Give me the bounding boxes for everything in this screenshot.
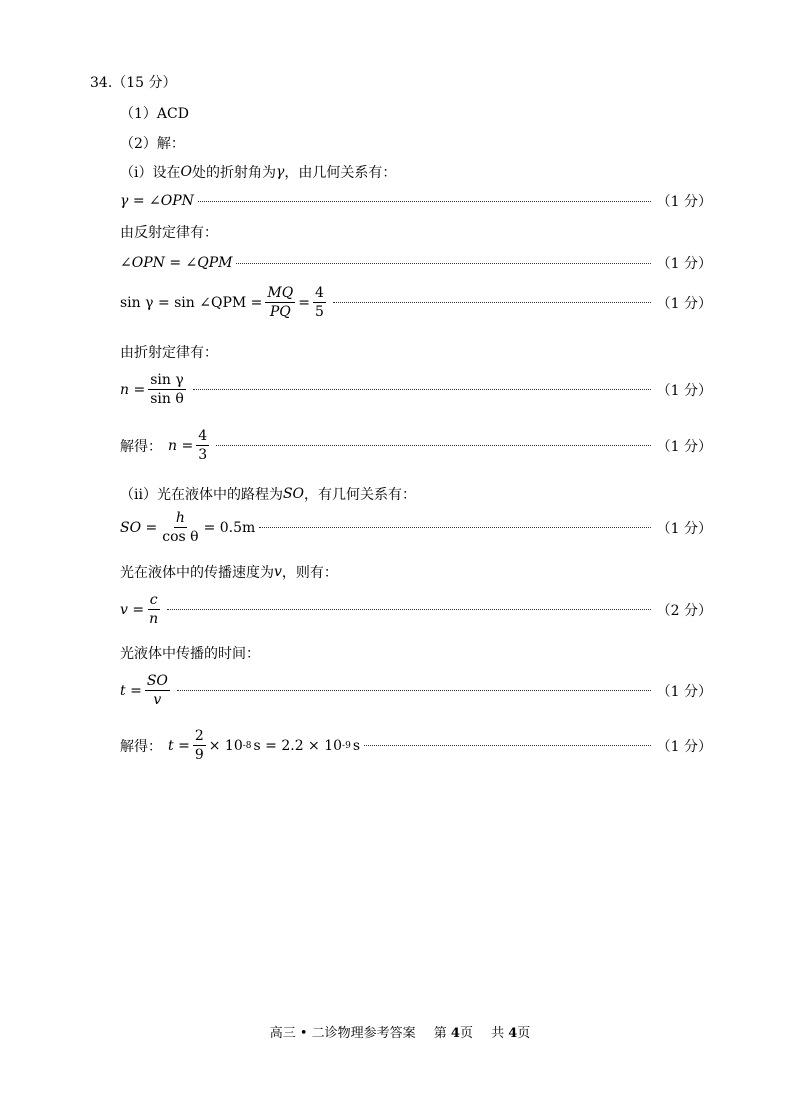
equation-text: ∠OPN = ∠QPM — [120, 255, 233, 271]
leader-dots — [177, 690, 651, 691]
equals: = — [298, 294, 310, 311]
question-header: 34.（15 分） — [90, 75, 177, 91]
denominator: n — [149, 611, 159, 628]
text: （ii）光在液体中的路程为 — [120, 487, 283, 503]
equation-text: SO = — [120, 519, 158, 536]
score: （1 分） — [656, 256, 712, 272]
fraction — [147, 592, 160, 627]
page-number: 4 — [450, 1026, 460, 1041]
text: ，由几何关系有： — [284, 165, 397, 181]
text: 页 — [517, 1026, 531, 1041]
leader-dots — [259, 527, 650, 528]
solve-label: 解得： — [120, 738, 162, 755]
equation-text: n = — [120, 381, 146, 398]
equation-text: v = — [120, 601, 145, 618]
equation-8 — [120, 673, 712, 708]
leader-dots — [333, 302, 651, 303]
footer-title: 高三 • 二诊物理参考答案 — [269, 1026, 416, 1041]
denominator: 3 — [198, 447, 208, 464]
refraction-law-label: 由折射定律有： — [120, 345, 218, 361]
leader-dots — [193, 389, 651, 390]
equation-text: t = — [168, 737, 190, 754]
equation-text: t = — [120, 682, 142, 699]
leader-dots — [216, 445, 651, 446]
score: （2 分） — [656, 602, 712, 619]
fraction — [313, 285, 326, 320]
footer-total — [491, 1026, 530, 1041]
numerator: SO — [145, 673, 170, 691]
equation-7 — [120, 592, 712, 627]
score: （1 分） — [656, 738, 712, 755]
symbol-gamma: γ — [275, 164, 285, 180]
exponent: -9 — [342, 740, 351, 751]
numerator: c — [148, 592, 160, 610]
denominator: cos θ — [162, 529, 199, 546]
leader-dots — [167, 609, 651, 610]
equation-9 — [120, 728, 712, 763]
symbol-v: v — [274, 564, 282, 580]
score: （1 分） — [656, 194, 712, 210]
text: ，有几何关系有： — [304, 487, 417, 503]
sub-ii-intro — [120, 484, 416, 504]
footer-page — [434, 1026, 473, 1041]
exponent: -8 — [242, 740, 252, 751]
part-2-header: （2）解： — [120, 136, 185, 152]
text: 共 — [491, 1026, 509, 1041]
speed-label — [120, 562, 338, 582]
numerator: 2 — [193, 728, 206, 746]
leader-dots — [364, 745, 651, 746]
denominator: sin θ — [150, 391, 184, 408]
equation-text: sin γ = sin ∠QPM = — [120, 294, 263, 311]
symbol-so: SO — [282, 486, 305, 502]
text: 处的折射角为 — [191, 165, 276, 181]
equation-4 — [120, 372, 712, 407]
leader-dots — [198, 201, 651, 202]
total-pages: 4 — [508, 1026, 518, 1041]
denominator: PQ — [269, 304, 291, 321]
sub-i-intro — [120, 162, 396, 182]
numerator: MQ — [265, 285, 295, 303]
equation-text: s = 2.2 × 10 — [253, 737, 343, 754]
page-footer — [0, 1022, 800, 1041]
fraction — [196, 428, 209, 463]
numerator: sin γ — [148, 372, 186, 390]
text: 光在液体中的传播速度为 — [120, 565, 274, 581]
equation-5 — [120, 428, 712, 463]
numerator: 4 — [196, 428, 209, 446]
equation-6 — [120, 510, 712, 545]
leader-dots — [236, 263, 650, 264]
numerator: h — [174, 510, 187, 528]
score: （1 分） — [656, 438, 712, 455]
denominator: 5 — [314, 304, 324, 321]
fraction — [193, 728, 206, 763]
equation-2 — [120, 253, 712, 273]
denominator: 9 — [194, 747, 204, 764]
equation-text: n = — [168, 437, 194, 454]
text: （i）设在 — [120, 165, 181, 181]
fraction — [265, 285, 295, 320]
text: ，则有： — [281, 565, 338, 581]
reflection-law-label: 由反射定律有： — [120, 225, 218, 241]
denominator: v — [153, 692, 162, 709]
solve-label: 解得： — [120, 438, 162, 455]
fraction — [160, 510, 200, 545]
time-label: 光液体中传播的时间： — [120, 646, 260, 662]
equation-text: γ = ∠OPN — [120, 193, 194, 209]
equation-1 — [120, 191, 712, 211]
score: （1 分） — [656, 295, 712, 312]
text: 第 — [433, 1026, 451, 1041]
symbol-o: O — [180, 164, 192, 180]
unit: s — [352, 737, 361, 754]
part-1-answer: （1）ACD — [120, 106, 189, 122]
score: （1 分） — [656, 520, 712, 537]
score: （1 分） — [656, 382, 712, 399]
equation-3 — [120, 285, 712, 320]
numerator: 4 — [313, 285, 326, 303]
text: 页 — [459, 1026, 473, 1041]
fraction — [145, 673, 170, 708]
equation-text: = 0.5m — [203, 519, 256, 536]
equation-text: × 10 — [208, 737, 243, 754]
fraction — [148, 372, 186, 407]
score: （1 分） — [656, 683, 712, 700]
